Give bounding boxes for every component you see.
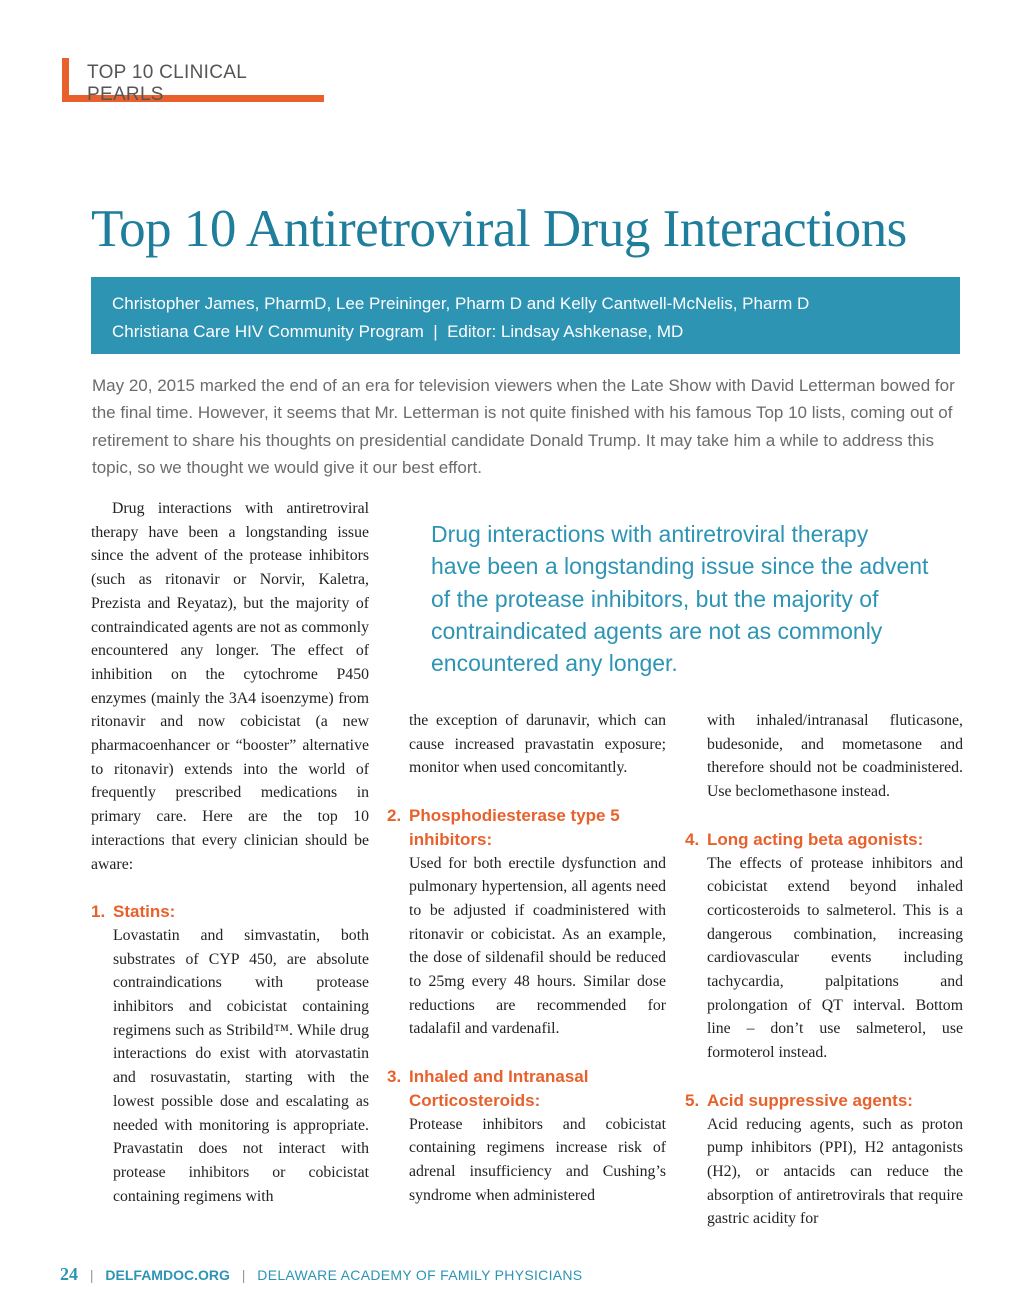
pull-quote-line: of the protease inhibitors, but the majority of <box>431 585 879 612</box>
item-heading-statins <box>91 900 369 924</box>
footer-site-link[interactable]: DELFAMDOC.ORG <box>105 1267 230 1283</box>
item-heading-acid-suppressive <box>685 1089 963 1113</box>
item-number: 4. <box>685 829 700 849</box>
byline-affiliation: Christiana Care HIV Community Program | Editor: Lindsay Ashkenase, MD <box>112 322 684 341</box>
page-number: 24 <box>60 1264 78 1284</box>
section-tag <box>62 58 324 105</box>
pull-quote-line: encountered any longer. <box>431 650 678 677</box>
page-footer <box>60 1264 960 1285</box>
item-number: 3. <box>387 1067 402 1087</box>
article-title: Top 10 Antiretroviral Drug Interactions <box>91 200 907 258</box>
item-text-statins: Lovastatin and simvastatin, both substrates of CYP 450, are absolute contraindications with protease inhibitors and cobicistat containing regimens such as Stribild™. While drug interactions do exist with atorvastatin and rosuvastatin, starting with the lowest possible dose and escalating as needed with monitoring is appropriate. Pravastatin does not interact with protease inhibitors or cobicistat containing regimens with <box>113 926 369 1205</box>
intro-paragraph: May 20, 2015 marked the end of an era for television viewers when the Late Show with David Letterman bowed for the final time. However, it seems that Mr. Letterman is not quite finished with his famous Top 10 lists, coming out of retirement to share his thoughts on presidential candidate Donald Trump. It may take him a while to address this topic, so we thought we would give it our best effort. <box>92 376 955 477</box>
pull-quote-line: have been a longstanding issue since the advent <box>431 553 929 580</box>
item-title: Acid suppressive agents: <box>707 1090 913 1110</box>
pull-quote-line: contraindicated agents are not as commonly <box>431 617 883 644</box>
pull-quote <box>431 518 951 679</box>
lead-paragraph: Drug interactions with antiretroviral therapy have been a longstanding issue since the advent of the protease inhibitors (such as ritonavir or Norvir, Kaletra, Prezista and Reyataz), but the majority of contraindicated agents are not as commonly encountered any longer. The effect of inhibition on the cytochrome P450 enzymes (mainly the 3A4 isoenzyme) from ritonavir and now cobicistat (a new pharmacoenhancer or “booster” alternative to ritonavir) extends into the world of frequently prescribed medications in primary care. Here are the top 10 interactions that every clinician should be aware: <box>91 500 369 873</box>
byline-banner <box>91 277 960 354</box>
footer-organization: DELAWARE ACADEMY OF FAMILY PHYSICIANS <box>257 1267 583 1283</box>
item-heading-pde5 <box>387 804 666 851</box>
item-heading-corticosteroids <box>387 1065 666 1112</box>
item-title: Statins: <box>113 902 176 922</box>
item-title: Long acting beta agonists: <box>707 829 924 849</box>
item-text-corticosteroids: Protease inhibitors and cobicistat containing regimens increase risk of adrenal insufficiency and Cushing’s syndrome when administered <box>409 1115 666 1204</box>
item-text-corticosteroids-continued: with inhaled/intranasal fluticasone, budesonide, and mometasone and therefore should not be coadministered. Use beclomethasone instead. <box>707 712 963 801</box>
item-text-pde5: Used for both erectile dysfunction and pulmonary hypertension, all agents need to be adjusted if coadministered with ritonavir or cobicistat. As an example, the dose of sildenafil should be reduced to 25mg every 48 hours. Similar dose reductions are recommended for tadalafil and vardenafil. <box>409 854 666 1038</box>
column-2 <box>387 709 666 1207</box>
footer-divider: | <box>241 1267 246 1283</box>
column-1 <box>91 497 369 1208</box>
item-number: 2. <box>387 806 402 826</box>
item-number: 5. <box>685 1090 700 1110</box>
item-text-laba: The effects of protease inhibitors and cobicistat extend beyond inhaled corticosteroids to salmeterol. This is a dangerous combination, increasing cardiovascular events including tachycardia, palpitations and prolongation of QT interval. Bottom line – don’t use salmeterol, use formoterol instead. <box>707 854 963 1062</box>
column-3 <box>685 709 963 1231</box>
pull-quote-line: Drug interactions with antiretroviral therapy <box>431 521 869 547</box>
item-text-statins-continued: the exception of darunavir, which can cause increased pravastatin exposure; monitor when used concomitantly. <box>409 712 666 777</box>
item-title: Phosphodiesterase type 5 inhibitors: <box>409 806 620 849</box>
item-heading-laba <box>685 828 963 852</box>
item-text-acid-suppressive: Acid reducing agents, such as proton pump inhibitors (PPI), H2 antagonists (H2), or antacids can reduce the absorption of antiretrovirals that require gastric acidity for <box>707 1115 963 1228</box>
footer-divider: | <box>89 1267 94 1283</box>
item-number: 1. <box>91 902 106 922</box>
byline-authors: Christopher James, PharmD, Lee Preininger, Pharm D and Kelly Cantwell-McNelis, Pharm D <box>112 294 810 313</box>
item-title: Inhaled and Intranasal Corticosteroids: <box>409 1067 589 1110</box>
section-tag-label: TOP 10 CLINICAL PEARLS <box>87 62 247 105</box>
